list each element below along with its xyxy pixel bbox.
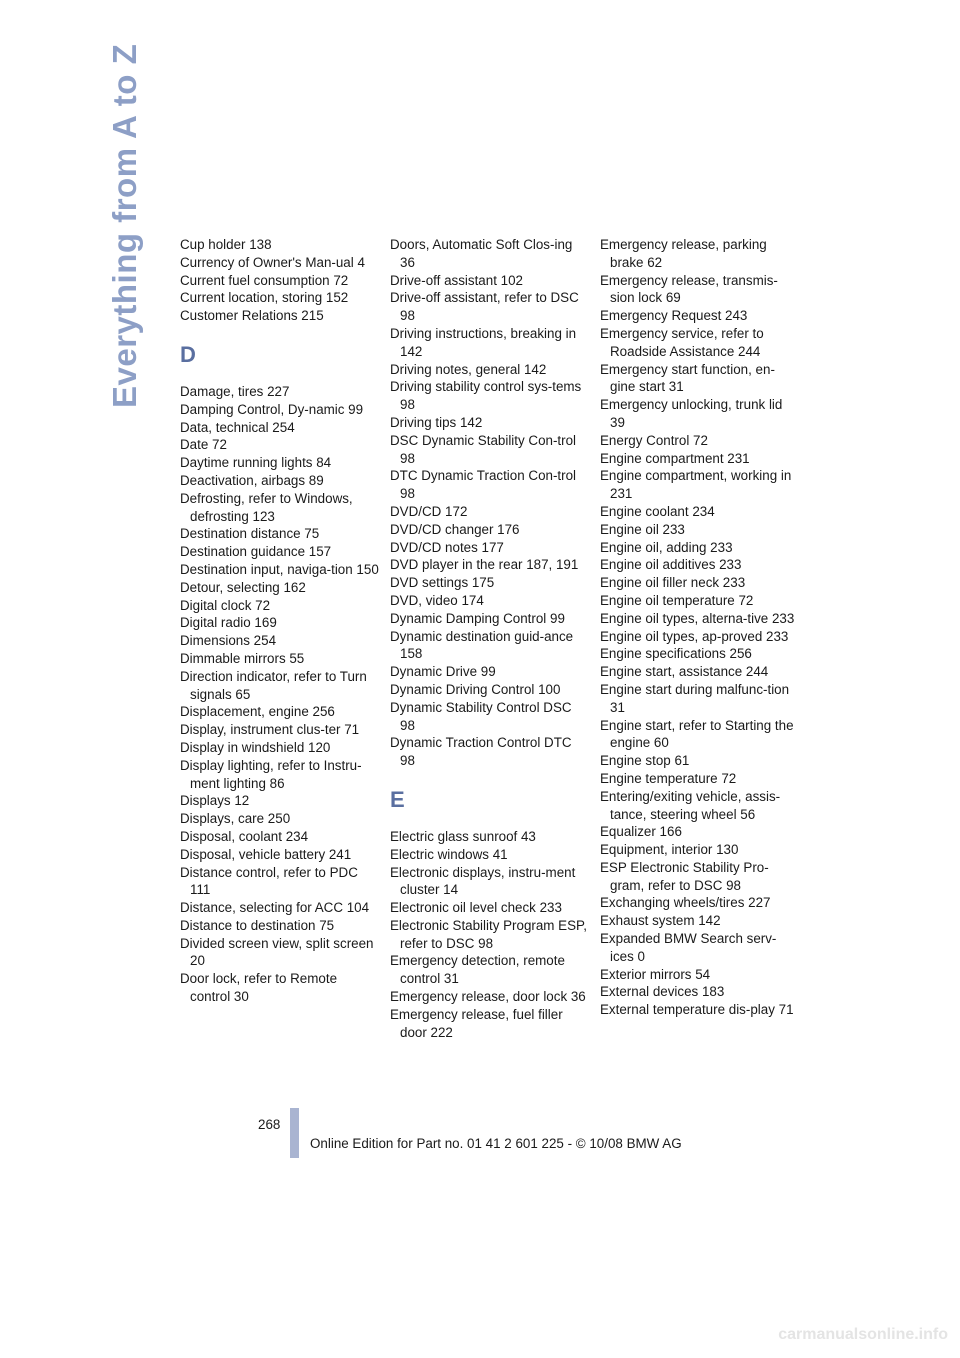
index-entry: Deactivation, airbags 89 (180, 472, 324, 488)
index-entry: Dynamic Damping Control 99 (390, 610, 565, 626)
index-entry: Disposal, vehicle battery 241 (180, 846, 352, 862)
footer-edition-text: Online Edition for Part no. 01 41 2 601 225 - © 10/08 BMW AG (310, 1136, 682, 1151)
index-entry: Engine start, assistance 244 (600, 664, 769, 680)
index-entry: Emergency Request 243 (600, 308, 748, 324)
index-entry: Engine oil types, ap-proved 233 (600, 628, 789, 644)
index-entry: Date 72 (180, 437, 227, 453)
index-entry: Emergency start function, en-gine start 31 (600, 361, 775, 395)
index-column-1 (180, 236, 380, 1006)
index-entry: Door lock, refer to Remote control 30 (180, 971, 338, 1005)
index-entry: Display, instrument clus-ter 71 (180, 722, 360, 738)
index-entry: Displays, care 250 (180, 811, 291, 827)
index-entry: Data, technical 254 (180, 419, 295, 435)
index-entry: Driving instructions, breaking in 142 (390, 325, 577, 359)
index-entry: Display in windshield 120 (180, 739, 331, 755)
index-entry: DVD/CD notes 177 (390, 539, 504, 555)
index-entry: Emergency release, door lock 36 (390, 989, 586, 1005)
index-entry: DVD/CD 172 (390, 503, 468, 519)
index-entry: Distance to destination 75 (180, 917, 335, 933)
index-entry: Display lighting, refer to Instru-ment lighting 86 (180, 757, 362, 791)
footer-accent-bar (290, 1108, 299, 1158)
index-entry: Electric windows 41 (390, 846, 508, 862)
index-entry: Cup holder 138 (180, 237, 272, 252)
index-entry: Exterior mirrors 54 (600, 966, 711, 982)
index-entry: Current location, storing 152 (180, 290, 349, 306)
index-entry: Divided screen view, split screen 20 (180, 935, 374, 969)
index-entry: Distance, selecting for ACC 104 (180, 900, 370, 916)
index-entry: Electronic Stability Program ESP, refer to DSC 98 (390, 917, 587, 951)
index-entry: Exhaust system 142 (600, 913, 721, 929)
index-entry: Direction indicator, refer to Turn signals 65 (180, 668, 367, 702)
index-entry: Exchanging wheels/tires 227 (600, 895, 771, 911)
index-entry: Driving stability control sys-tems 98 (390, 379, 582, 413)
index-entry: Emergency detection, remote control 31 (390, 953, 565, 987)
side-section-title: Everything from A to Z (106, 43, 143, 408)
index-entry: Driving tips 142 (390, 414, 483, 430)
index-entry: Engine oil temperature 72 (600, 592, 754, 608)
index-entry: Currency of Owner's Man-ual 4 (180, 254, 365, 270)
index-entry: Engine oil types, alterna-tive 233 (600, 610, 795, 626)
index-entry: Destination input, naviga-tion 150 (180, 561, 379, 577)
index-entry: Disposal, coolant 234 (180, 828, 309, 844)
index-entry: DSC Dynamic Stability Con-trol 98 (390, 432, 577, 466)
index-entry: Dynamic Stability Control DSC 98 (390, 699, 572, 733)
index-entry: Doors, Automatic Soft Clos-ing 36 (390, 237, 573, 270)
index-entry: Dynamic Drive 99 (390, 664, 496, 680)
index-entry: Current fuel consumption 72 (180, 272, 349, 288)
index-entry: Detour, selecting 162 (180, 579, 306, 595)
index-entry: Electronic oil level check 233 (390, 900, 562, 916)
index-entry: Distance control, refer to PDC 111 (180, 864, 358, 898)
index-entry: Daytime running lights 84 (180, 455, 332, 471)
index-column-3 (600, 236, 800, 1019)
index-entry: Dynamic Driving Control 100 (390, 681, 561, 697)
index-entry: DTC Dynamic Traction Con-trol 98 (390, 468, 577, 502)
index-entry: Engine oil filler neck 233 (600, 575, 746, 591)
index-entry: Engine stop 61 (600, 753, 690, 769)
index-entry: Engine specifications 256 (600, 646, 752, 662)
index-entry: Driving notes, general 142 (390, 361, 547, 377)
index-entry: ESP Electronic Stability Pro-gram, refer to DSC 98 (600, 859, 769, 893)
index-entry: Engine oil additives 233 (600, 557, 742, 573)
index-entry: Engine compartment 231 (600, 450, 750, 466)
index-entry: Engine coolant 234 (600, 503, 715, 519)
index-entry: Engine start during malfunc-tion 31 (600, 681, 790, 715)
page-number: 268 (258, 1117, 281, 1132)
index-entry: Drive-off assistant, refer to DSC 98 (390, 290, 579, 324)
index-entry: External temperature dis-play 71 (600, 1002, 794, 1018)
index-entry: Dynamic destination guid-ance 158 (390, 628, 574, 662)
index-entry: Dynamic Traction Control DTC 98 (390, 735, 572, 769)
index-entry: Dimensions 254 (180, 633, 277, 649)
section-letter: E (390, 786, 405, 812)
index-entry: Electronic displays, instru-ment cluster 14 (390, 864, 576, 898)
index-entry: External devices 183 (600, 984, 725, 1000)
index-entry: DVD player in the rear 187, 191 (390, 557, 579, 573)
index-entry: Emergency release, parking brake 62 (600, 237, 767, 270)
index-entry: Damping Control, Dy-namic 99 (180, 401, 364, 417)
index-column-2 (390, 236, 590, 1041)
index-entry: Displacement, engine 256 (180, 704, 335, 720)
index-entry: Electric glass sunroof 43 (390, 828, 536, 844)
index-entry: Equipment, interior 130 (600, 842, 739, 858)
index-entry: Drive-off assistant 102 (390, 272, 523, 288)
index-entry: Engine compartment, working in 231 (600, 468, 792, 502)
index-entry: Emergency service, refer to Roadside Assistance 244 (600, 325, 764, 359)
index-entry: Energy Control 72 (600, 432, 708, 448)
index-entry: Equalizer 166 (600, 824, 682, 840)
index-entry: Emergency unlocking, trunk lid 39 (600, 397, 783, 430)
index-entry: DVD, video 174 (390, 592, 484, 608)
index-entry: Engine oil, adding 233 (600, 539, 733, 555)
index-entry: Dimmable mirrors 55 (180, 650, 305, 666)
index-entry: Engine oil 233 (600, 521, 685, 537)
index-entry: Displays 12 (180, 793, 250, 809)
watermark-logo: carmanualsonline.info (778, 1326, 948, 1343)
index-entry: Emergency release, transmis-sion lock 69 (600, 272, 778, 306)
index-entry: Damage, tires 227 (180, 383, 290, 399)
index-entry: Digital clock 72 (180, 597, 271, 613)
index-entry: Defrosting, refer to Windows, defrosting 123 (180, 490, 353, 524)
section-letter: D (180, 341, 196, 367)
index-entry: Destination distance 75 (180, 526, 320, 542)
index-entry: DVD/CD changer 176 (390, 521, 520, 537)
index-entry: Engine temperature 72 (600, 770, 737, 786)
index-entry: Engine start, refer to Starting the engine 60 (600, 717, 794, 751)
index-entry: Entering/exiting vehicle, assis-tance, steering wheel 56 (600, 788, 781, 822)
index-entry: Customer Relations 215 (180, 308, 324, 324)
index-entry: Destination guidance 157 (180, 544, 332, 560)
index-entry: Expanded BMW Search serv-ices 0 (600, 931, 777, 964)
index-entry: Emergency release, fuel filler door 222 (390, 1006, 563, 1040)
index-entry: Digital radio 169 (180, 615, 277, 631)
index-entry: DVD settings 175 (390, 575, 495, 591)
